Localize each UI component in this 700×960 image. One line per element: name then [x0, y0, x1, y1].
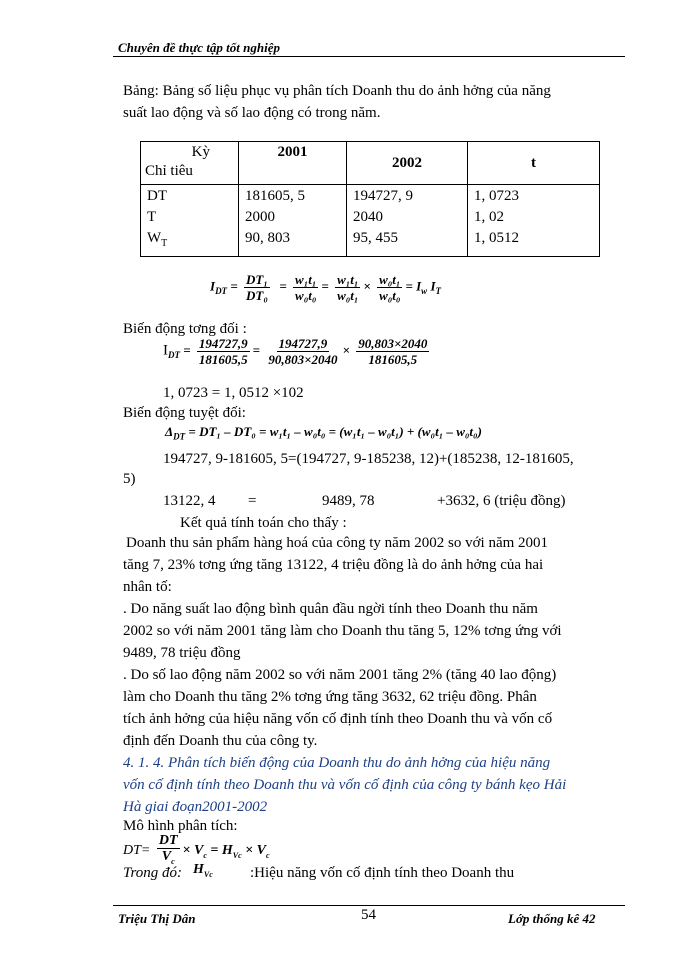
result-heading: Kết quả tính toán cho thấy : — [180, 515, 347, 531]
cell-2001-dt: 181605, 5 — [245, 188, 305, 204]
absolute-change-heading: Biến động tuyệt đối: — [123, 405, 246, 421]
paragraph-1-line-1: Doanh thu sản phẩm hàng hoá của công ty năm 2002 so với năm 2001 — [126, 535, 549, 551]
cell-2002-t: 2040 — [353, 209, 383, 225]
paragraph-3-line-1: . Do số lao động năm 2002 so với năm 2001 tăng 2% (tăng 40 lao động) — [123, 667, 557, 683]
row-label-t: T — [147, 209, 157, 225]
col-header-t: t — [468, 142, 600, 185]
paragraph-3-line-2: làm cho Doanh thu tăng 2% tơng ứng tăng 3632, 62 triệu đồng. Phân — [123, 689, 537, 705]
paragraph-1-line-3: nhân tố: — [123, 579, 172, 595]
paragraph-3-line-3: tích ảnh hởng của hiệu năng vốn cố định tính theo Doanh thu và vốn cố — [123, 711, 553, 727]
fraction-t-effect: $\frac{\text{w₀t₁}}{\text{w₀t₀}}$ — [379, 272, 401, 303]
absolute-result-equals: = — [248, 493, 257, 509]
cell-t-t: 1, 02 — [474, 209, 504, 225]
cell-2001-w: 90, 803 — [245, 230, 290, 246]
paragraph-3-line-4: định đến Doanh thu của công ty. — [123, 733, 318, 749]
row-label-dt: DT — [147, 188, 167, 204]
where-label: Trong đó: — [123, 865, 183, 881]
relative-change-formula: $I_{DT}$ = $\frac{194727,9}{181605,5}$ = $\frac{194727,9}{90,803\times 2040}$ × $\frac{90,803\times 2040}{181605,5}$ — [163, 336, 428, 367]
page-header-title: Chuyên đề thực tập tốt nghiệp — [118, 40, 280, 55]
corner-label-indicator: Chỉ tiêu — [145, 163, 193, 179]
model-formula: DT= $\frac{DT}{V_c}$ × $V_c = H_{Vc} \times V_c$ — [123, 833, 270, 866]
section-heading-line-1: 4. 1. 4. Phân tích biến động của Doanh thu do ảnh hởng của hiệu năng — [123, 755, 551, 771]
model-heading: Mô hình phân tích: — [123, 818, 238, 834]
paragraph-2-line-1: . Do năng suất lao động bình quân đầu ngời tính theo Doanh thu năm — [123, 601, 538, 617]
col-2002-values — [347, 185, 468, 257]
cell-2002-w: 95, 455 — [353, 230, 398, 246]
relative-change-result: 1, 0723 = 1, 0512 ×102 — [163, 385, 304, 401]
footer-author: Triệu Thị Dân — [118, 911, 196, 926]
paragraph-1-line-2: tăng 7, 23% tơng ứng tăng 13122, 4 triệu đồng là do ảnh hởng của hai — [123, 557, 544, 573]
absolute-change-formula: $\Delta_{DT} = DT_1 - DT_0 = w_1t_1 - w_0t_0 = (w_1t_1 - w_0t_1) + (w_0t_1 - w_0t_0)$ — [165, 424, 482, 442]
page-number: 54 — [361, 907, 376, 923]
footer-class: Lớp thống kê 42 — [508, 911, 596, 926]
absolute-result-total: 13122, 4 — [163, 493, 216, 509]
header-rule — [113, 56, 625, 57]
cell-t-dt: 1, 0723 — [474, 188, 519, 204]
row-labels — [141, 185, 239, 257]
col-2001-values — [239, 185, 347, 257]
fraction-wt: $\frac{\text{w₁t₁}}{\text{w₀t₀}}$ — [295, 272, 317, 303]
table-corner-cell — [141, 142, 239, 185]
index-formula: $I_{DT}$ = $\frac{\text{DT₁}}{\text{DT₀}}$ = $\frac{\text{w₁t₁}}{\text{w₀t₀}}$ = $\frac{\text{w₁t₁}}{\text{w₀t₁}}$ × $\frac{\text{w₀t₁}}{\text{w₀t₀}}$ = $I_w$ $I_T$ — [210, 272, 441, 303]
absolute-result-productivity: 9489, 78 — [322, 493, 375, 509]
paragraph-2-line-2: 2002 so với năm 2001 tăng làm cho Doanh thu tăng 5, 12% tơng ứng với — [123, 623, 562, 639]
relative-change-heading: Biến động tơng đối : — [123, 321, 247, 337]
corner-label-period: Kỳ — [191, 144, 210, 160]
absolute-result-labor: +3632, 6 (triệu đồng) — [437, 493, 566, 509]
fraction-w-effect: $\frac{\text{w₁t₁}}{\text{w₀t₁}}$ — [337, 272, 359, 303]
fraction-dt: $\frac{\text{DT₁}}{\text{DT₀}}$ — [245, 272, 268, 303]
where-symbol: $H_{Vc}$ — [193, 862, 213, 879]
cell-2001-t: 2000 — [245, 209, 275, 225]
paragraph-2-line-3: 9489, 78 triệu đồng — [123, 645, 241, 661]
section-heading-line-2: vốn cố định tính theo Doanh thu và vốn cố định của công ty bánh kẹo Hải — [123, 777, 567, 793]
intro-line-2: suất lao động và số lao động có trong năm. — [123, 105, 381, 121]
cell-2002-dt: 194727, 9 — [353, 188, 413, 204]
absolute-change-line-1: 194727, 9-181605, 5=(194727, 9-185238, 12)+(185238, 12-181605, — [163, 451, 574, 467]
where-description: :Hiệu năng vốn cố định tính theo Doanh thu — [250, 865, 515, 881]
col-header-2001: 2001 — [239, 142, 347, 185]
section-heading-line-3: Hà giai đoạn2001-2002 — [123, 799, 268, 815]
col-header-2002: 2002 — [347, 142, 468, 185]
col-t-values — [468, 185, 600, 257]
row-label-w: $W_T$ — [147, 230, 168, 249]
data-table — [140, 141, 600, 257]
intro-line-1: Bảng: Bảng số liệu phục vụ phân tích Doanh thu do ảnh hởng của năng — [123, 83, 551, 99]
cell-t-w: 1, 0512 — [474, 230, 519, 246]
absolute-change-line-2: 5) — [123, 471, 136, 487]
